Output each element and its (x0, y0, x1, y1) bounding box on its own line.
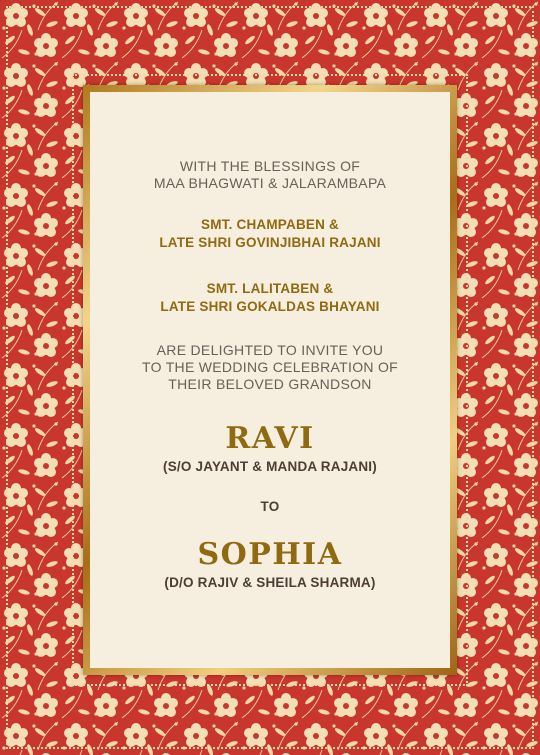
grandparents-1-line-2: LATE SHRI GOVINJIBHAI RAJANI (159, 235, 381, 250)
blessings-line-1: WITH THE BLESSINGS OF (179, 158, 361, 174)
blessings-text (90, 158, 450, 192)
bride-parents: (D/O RAJIV & SHEILA SHARMA) (164, 575, 376, 590)
grandparents-1 (90, 216, 450, 252)
invite-message-line-3: THEIR BELOVED GRANDSON (168, 376, 372, 392)
grandparents-2-line-1: SMT. LALITABEN & (206, 281, 334, 296)
groom-name: RAVI (225, 421, 315, 456)
connector-to: TO (260, 499, 280, 514)
bride-name: SOPHIA (197, 537, 343, 572)
invite-message (90, 342, 450, 393)
grandparents-2 (90, 280, 450, 316)
grandparents-1-line-1: SMT. CHAMPABEN & (201, 217, 339, 232)
groom-parents: (S/O JAYANT & MANDA RAJANI) (163, 459, 377, 474)
invite-message-line-2: TO THE WEDDING CELEBRATION OF (141, 359, 399, 375)
grandparents-2-line-2: LATE SHRI GOKALDAS BHAYANI (160, 299, 380, 314)
invite-message-line-1: ARE DELIGHTED TO INVITE YOU (156, 342, 384, 358)
blessings-line-2: MAA BHAGWATI & JALARAMBAPA (153, 175, 387, 191)
